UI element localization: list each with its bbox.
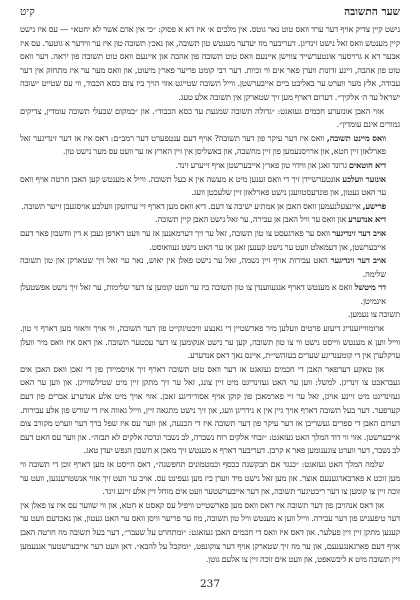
paragraph bbox=[20, 173, 400, 200]
paragraph-text: וואס איז דער עיקר פון דער תשובה? אויף דעם ענטפערט דער רמב״ם: דאס איז אז דער זינדיגער זאל פארלאזן זיין חטא, און ארויסנעמען פון זיין מחשבה, און באשליסן אין זיין הארץ אז ער וועט עס מער נישט טון. bbox=[20, 132, 386, 157]
paragraph-text: נישט קיין צדיק אויף דער ערד וואס טוט נאר גוטס. אין מלכים א׳ איז דא א פסוק: ״כי אין אדם אשר לא יחטא״ — עס איז נישט קיין מענטש וואס זאל נישט זינדיגן. דעריבער מוז יעדער מענטש טון תשובה, און נאכ׳ן תשובה טון איז ער ווידער א גוטער. עס איז אבער דא א גרויסער אונטערשייד צווישן איינעם וואס טוט תשובה פון אהבה און איינעם וואס טוט תשובה פון יראה. דער וואס טוט פון אהבה, זיינע זדונות ווערן פאר אים ווי זכיות. דער רבי קומט פריער פאר׳ן מיעוט, און וואס מער ער איז מתחזק אין דער עבודה, אלץ מער ווערט ער באליבט ביים אייבערשטן. ווייל תשובה שטייגט אזוי הויך ביז צום כסא הכבוד, ווי עס שטייט ״שובה ישראל עד ה׳ אלקיך״. דערום דארף מען זיך שטארקן אין תשובה אלע טעג. bbox=[20, 24, 400, 102]
paragraph-text: וואס א מענטש דארף אנגעווענדן צו טון תשובה ביז ער וועט קומען צו דער שלימות, ער זאל זיך נישט אפשטעלן אינמיטן. bbox=[20, 282, 386, 306]
paragraph bbox=[20, 458, 400, 499]
paragraph-text: און דאס אנהויבן פון דער תשובה איז דאס וואס מען פארשטייט וויפיל עס קאסט א חטא, און ווי שווער עס איז צו פאלן אין דער טיפעניש פון דער עבירה. ווייל ווען א מענטש וויל טון תשובה, מוז ער פריער וויסן וואס ער האט געטון, און נאכדעם וועט ער קענען מתקן זיין זיין פעלער. און דאס איז וואס די חכמים האבן געזאגט: ״ומתחרט על שעבר״, דער בעל תשובה מוז חרטה האבן אויף דעם פארגאנגענעם, און ער מוז זיך שטארקן אויף דער צוקונפט, ״ומקבל על להבא״. דאן וועט דער אייבערשטער אננעמען זיין תשובה מיט א ליבשאפט, און וועט אים זוכה זיין צו אלעם גוטן. bbox=[20, 499, 400, 565]
paragraph-lead-words: אונזער וועלכע bbox=[342, 173, 386, 184]
paragraph bbox=[20, 105, 400, 132]
paragraph bbox=[20, 200, 400, 214]
paragraph bbox=[20, 227, 400, 254]
paragraph-lead-words: דיא חוטאים bbox=[348, 159, 386, 170]
paragraph bbox=[20, 254, 400, 281]
paragraph bbox=[20, 363, 400, 458]
paragraph bbox=[20, 23, 400, 105]
paragraph-text: שלמה המלך האט געזאגט: ״כנגד אם תבקשנה ככסף וכמטמונים תחפשנה״, דאס הייסט אז מען דארף זוכן די תשובה ווי מען זוכט א פארבארגענעם אוצר. און מען זאל נישט מיד ווערן ביז מען געפינט עס. אויב ער וועט זיך אזוי אנשטרענגען, וועט ער זוכה זיין צו קומען צו דער ריכטיגער תשובה, און דער אייבערשטער וועט אים מוחל זיין אלע זיינע זינד. bbox=[20, 459, 400, 497]
hebrew-page-number: קיט bbox=[20, 6, 35, 18]
paragraph-text: תשובה צו נעמען. bbox=[347, 309, 400, 320]
running-header bbox=[20, 6, 400, 22]
paragraph-lead-words: פרישע, bbox=[362, 200, 386, 211]
paragraph-text: גרונד זאגן און ווידוי טון פאר׳ן אייבערשטן אויף זייערע זינד. bbox=[175, 159, 349, 170]
paragraph-text: אונטערשיידן זיך די וואס זענען מיט א מעשה אין א בעל תשובה. ווייל א מענטש קען האבן חרטה אויף וואס ער האט געטון, און פונדעסטוועגן נישט פארלאזן זיין שלעכטן וועג. bbox=[20, 173, 386, 198]
paragraph bbox=[20, 281, 400, 308]
paragraph-text: און טאקע דערפאר האבן די חכמים געזאגט אז דער וואס טוט תשובה דארף זיך אויסמיידן פון די זאכן וואס האבן אים געבראכט צו זינדיגן. למשל: ווען ער האט געזינדיגט מיט זיין צונג, זאל ער זיך מתקן זיין מיט שטילשווייגן. און ווען ער האט געזינדיגט מיט זיינע אויגן, זאל ער זיי פארמאכן פון קוקן אויף אסור׳דיגע זאכן. אזוי אויך מיט אלע אנדערע אברים פון דעם קערפער. דער בעל תשובה דארף אויך גיין אין א נידריגן וועג, און זיך נישט מתגאה זיין, ווייל גאווה איז די שורש פון אלע עבירות. דערום האבן די ספרים געשריבן אז דער עיקר פון דער תשובה איז די הכנעה, און ווער עס איז שפל ברך דער ווערט מקורב צום אייבערשטן. אזוי ווי דוד המלך האט געזאגט: ״זבחי אלקים רוח נשברה, לב נשבר ונדכה אלקים לא תבזה״. און ווער עס האט דעם לב נשבר, דער ווערט צוגענומען פאר א קרבן. דעריבער דארף א מענטש זיך מאכן א חשבון הנפש יעדן טאג. bbox=[20, 363, 400, 456]
paragraph-text: און וואס ער וויל האבן אן עבירה, ער זאל נישט האבן קיין תשובה. bbox=[155, 214, 349, 225]
paragraph-lead-words: דר מיטשל bbox=[354, 282, 386, 293]
paragraph-text: וואס ער פארגעסט צו טון תשובה, זאל ער זיך דערמאנען אז ער וועט דארפן געבן א דין וחשבון פאר דעם אייבערשטן, און דעמאלט וועט ער נישט קענען זאגן אז ער האט נישט געוואוסט. bbox=[20, 227, 386, 252]
paragraph-text: ארומווייזענדיג דיעזע פרטים וועלען מיר פארשטיין די גאנצע וויכטיגקייט פון דער תשובה, ווי אויך וויאזוי מען דארף זי טון. ווייל ווען א מענטש ווייסט נישט ווי צו טון תשובה, קען ער נישט אנקומען צו דער עכטער תשובה. און דאס איז וואס מיר וועלן ערקלערן אין די קומענדיגע שערים בעזהשי״ת, איינס נאך דאס אנדערע. bbox=[20, 323, 400, 361]
paragraph bbox=[20, 322, 400, 363]
paragraph bbox=[20, 132, 400, 159]
paragraph-text: אזוי האבן אונזערע חכמים געזאגט: ״גדולה תשובה שמגעת עד כסא הכבוד״. און ״במקום שבעלי תשובה עומדין, צדיקים גמורים אינם עומדין״. bbox=[20, 105, 400, 130]
paragraph-lead-words: דיא אנדערע bbox=[348, 214, 386, 225]
running-title: שער התשובה bbox=[344, 6, 400, 18]
body-text bbox=[20, 23, 400, 567]
paragraph bbox=[20, 159, 400, 173]
paragraph-text: איינצעלנעמען וואס האבן אן אמת׳ע ישיבה צו דעם. דיא וואס מען דארף זיי ערוועקן וועלכע אויסגעבן זייער תשובה. bbox=[21, 200, 363, 211]
paragraph bbox=[20, 499, 400, 567]
paragraph-lead-words: אויב דער זינדיגער bbox=[332, 227, 386, 238]
paragraph-text: האט עבירות אויף זיין נשמה, זאל ער נישט פאלן אין יאוש, נאר ער זאל זיך שטארקן און טון תשובה שלימה. bbox=[20, 255, 386, 279]
paragraph bbox=[20, 213, 400, 227]
paragraph bbox=[20, 308, 400, 322]
paragraph-lead-words: וואס מיינט תשובה, bbox=[326, 132, 386, 143]
folio-number: 237 bbox=[199, 578, 221, 590]
paragraph-lead-words: אויב דער זינדיגער bbox=[330, 255, 387, 266]
